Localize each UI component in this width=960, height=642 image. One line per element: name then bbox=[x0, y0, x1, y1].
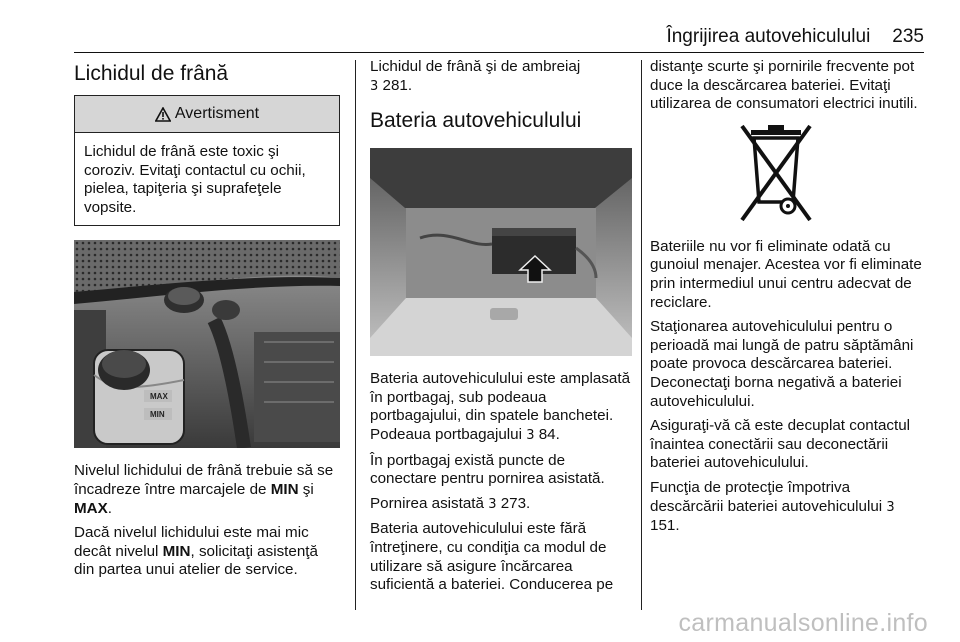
ignition-off-paragraph: Asiguraţi-vă că este decuplat contactul înaintea conectării sau deconectării bateriei autovehiculului. bbox=[650, 417, 911, 472]
discharge-protection-paragraph bbox=[650, 479, 926, 536]
min-label: MIN bbox=[270, 480, 299, 498]
disposal-paragraph: Bateriile nu vor fi eliminate odată cu gunoiul menajer. Acestea vor fi eliminate prin intermediul unui centru adecvat de reciclare. bbox=[650, 237, 922, 311]
text-span: Nivelul lichidului de frână trebuie să se încadreze între marcajele de bbox=[74, 462, 334, 498]
page-reference[interactable]: 281. bbox=[378, 76, 413, 94]
warning-text: Lichidul de frână este toxic şi coroziv. Evitaţi contactul cu ochii, pielea, tapiţeria şi suprafeţele vopsite. bbox=[84, 143, 306, 216]
text-span: , solicitaţi asistenţă din partea unui atelier de service. bbox=[74, 542, 318, 579]
min-mark-label: MIN bbox=[150, 410, 165, 420]
page-reference-icon: 3 bbox=[526, 427, 535, 443]
jump-start-points-paragraph: În portbagaj există puncte de conectare pentru pornirea asistată. bbox=[370, 451, 605, 488]
text-span: Pornirea asistată bbox=[370, 494, 489, 512]
long-parking-paragraph: Staţionarea autovehiculului pentru o perioadă mai lungă de patru săptămâni poate provoca descărcarea bateriei. Deconectaţi borna negativă a bateriei autovehiculului. bbox=[650, 318, 914, 410]
battery-location-paragraph bbox=[370, 370, 632, 445]
page-reference-icon: 3 bbox=[886, 499, 895, 515]
page-reference-icon: 3 bbox=[488, 496, 497, 512]
max-mark-label: MAX bbox=[150, 392, 168, 402]
text-span: Funcţia de protecţie împotriva descărcării bateriei autovehiculului bbox=[650, 478, 887, 515]
column-divider bbox=[641, 60, 642, 610]
warning-title: Avertisment bbox=[174, 104, 260, 122]
brake-fluid-reservoir-photo bbox=[74, 240, 340, 448]
brake-fluid-low-paragraph bbox=[74, 524, 340, 580]
trunk-battery-photo bbox=[370, 148, 632, 356]
column-divider bbox=[355, 60, 356, 610]
page-number: 235 bbox=[892, 26, 924, 47]
max-label: MAX bbox=[74, 499, 108, 517]
page-reference[interactable]: 151. bbox=[650, 517, 680, 535]
column-2 bbox=[370, 58, 632, 601]
page-header bbox=[666, 26, 924, 48]
crossed-out-bin-icon bbox=[738, 122, 814, 224]
short-trips-paragraph: distanţe scurte şi pornirile frecvente pot duce la descărcarea bateriei. Evitaţi utilizarea de consumatori electrici inutili. bbox=[650, 58, 918, 113]
min-label: MIN bbox=[162, 542, 191, 560]
page-reference[interactable]: 84. bbox=[534, 425, 560, 443]
maintenance-free-paragraph: Bateria autovehiculului este fără întreţinere, cu condiţia ca modul de utilizare să asigure încărcarea suficientă a bateriei. Conducerea pe bbox=[370, 520, 614, 594]
text-span: Lichidul de frână şi de ambreiaj bbox=[370, 58, 581, 75]
watermark: carmanualsonline.info bbox=[678, 609, 928, 637]
column-3 bbox=[650, 58, 926, 542]
page-reference-icon: 3 bbox=[370, 78, 379, 94]
text-span: Bateria autovehiculului este amplasată în portbagaj, sub podeaua portbagajului, din spatele banchetei. Podeaua portbagajului bbox=[370, 370, 631, 443]
jump-start-reference-paragraph bbox=[370, 495, 632, 515]
section-heading-vehicle-battery: Bateria autovehiculului bbox=[370, 109, 582, 133]
warning-triangle-icon bbox=[155, 107, 171, 122]
page-reference[interactable]: 273. bbox=[496, 494, 531, 512]
text-span: . bbox=[107, 499, 112, 517]
warning-header bbox=[75, 96, 339, 133]
column-1 bbox=[74, 58, 340, 586]
header-title: Îngrijirea autovehiculului bbox=[666, 26, 871, 47]
text-span: Dacă nivelul lichidului este mai mic decât nivelul bbox=[74, 524, 309, 560]
brake-fluid-level-paragraph bbox=[74, 462, 340, 518]
header-rule bbox=[74, 52, 924, 53]
section-heading-brake-fluid: Lichidul de frână bbox=[74, 62, 229, 85]
text-span: şi bbox=[298, 480, 314, 498]
continued-reference-paragraph bbox=[370, 58, 632, 96]
warning-box bbox=[74, 95, 340, 226]
